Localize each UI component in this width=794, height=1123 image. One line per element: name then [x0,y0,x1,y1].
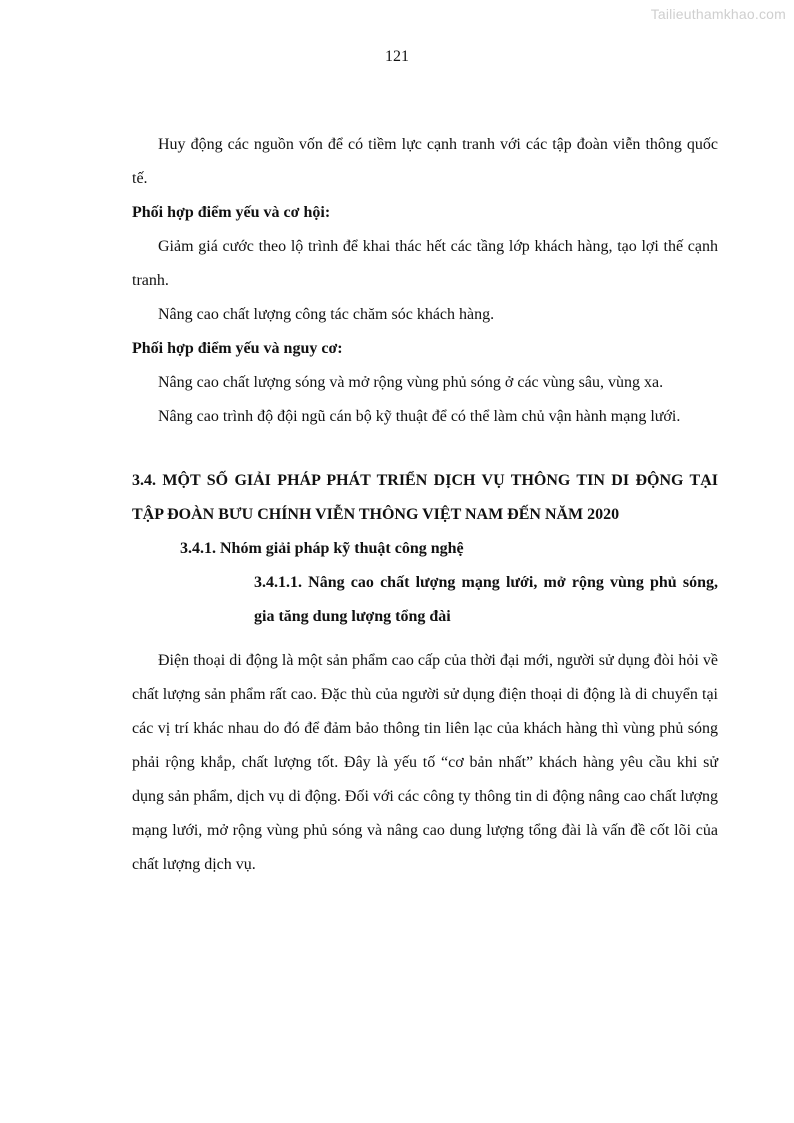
watermark: Tailieuthamkhao.com [650,6,786,22]
paragraph: Nâng cao chất lượng công tác chăm sóc khách hàng. [158,306,495,323]
subsection-heading: 3.4.1. Nhóm giải pháp kỹ thuật công nghệ [180,540,464,557]
subsubsection-heading: 3.4.1.1. Nâng cao chất lượng mạng lưới, mở rộng vùng phủ sóng, gia tăng dung lượng tổng đài [254,574,718,625]
paragraph: Giảm giá cước theo lộ trình để khai thác hết các tầng lớp khách hàng, tạo lợi thế cạnh tranh. [132,238,718,289]
paragraph: Điện thoại di động là một sản phẩm cao cấp của thời đại mới, người sử dụng đòi hỏi về chất lượng sản phẩm rất cao. Đặc thù của người sử dụng điện thoại di động là di chuyển tại các vị trí khác nhau do đó để đảm bảo thông tin liên lạc của khách hàng thì vùng phủ sóng phải rộng khắp, chất lượng tốt. Đây là yếu tố “cơ bản nhất” khách hàng yêu cầu khi sử dụng sản phẩm, dịch vụ di động. Đối với các công ty thông tin di động nâng cao chất lượng mạng lưới, mở rộng vùng phủ sóng và nâng cao dung lượng tổng đài là vấn đề cốt lõi của chất lượng dịch vụ. [132,652,718,873]
document-body [132,128,718,882]
page-number: 121 [385,48,409,65]
paragraph: Nâng cao trình độ đội ngũ cán bộ kỹ thuật để có thể làm chủ vận hành mạng lưới. [158,408,681,425]
paragraph: Huy động các nguồn vốn để có tiềm lực cạnh tranh với các tập đoàn viễn thông quốc tế. [132,136,718,187]
bold-heading-weakness-threat: Phối hợp điểm yếu và nguy cơ: [132,340,343,357]
section-heading: 3.4. MỘT SỐ GIẢI PHÁP PHÁT TRIỂN DỊCH VỤ THÔNG TIN DI ĐỘNG TẠI TẬP ĐOÀN BƯU CHÍNH VIỄN THÔNG VIỆT NAM ĐẾN NĂM 2020 [132,472,718,523]
bold-heading-weakness-opportunity: Phối hợp điểm yếu và cơ hội: [132,204,331,221]
paragraph: Nâng cao chất lượng sóng và mở rộng vùng phủ sóng ở các vùng sâu, vùng xa. [158,374,664,391]
